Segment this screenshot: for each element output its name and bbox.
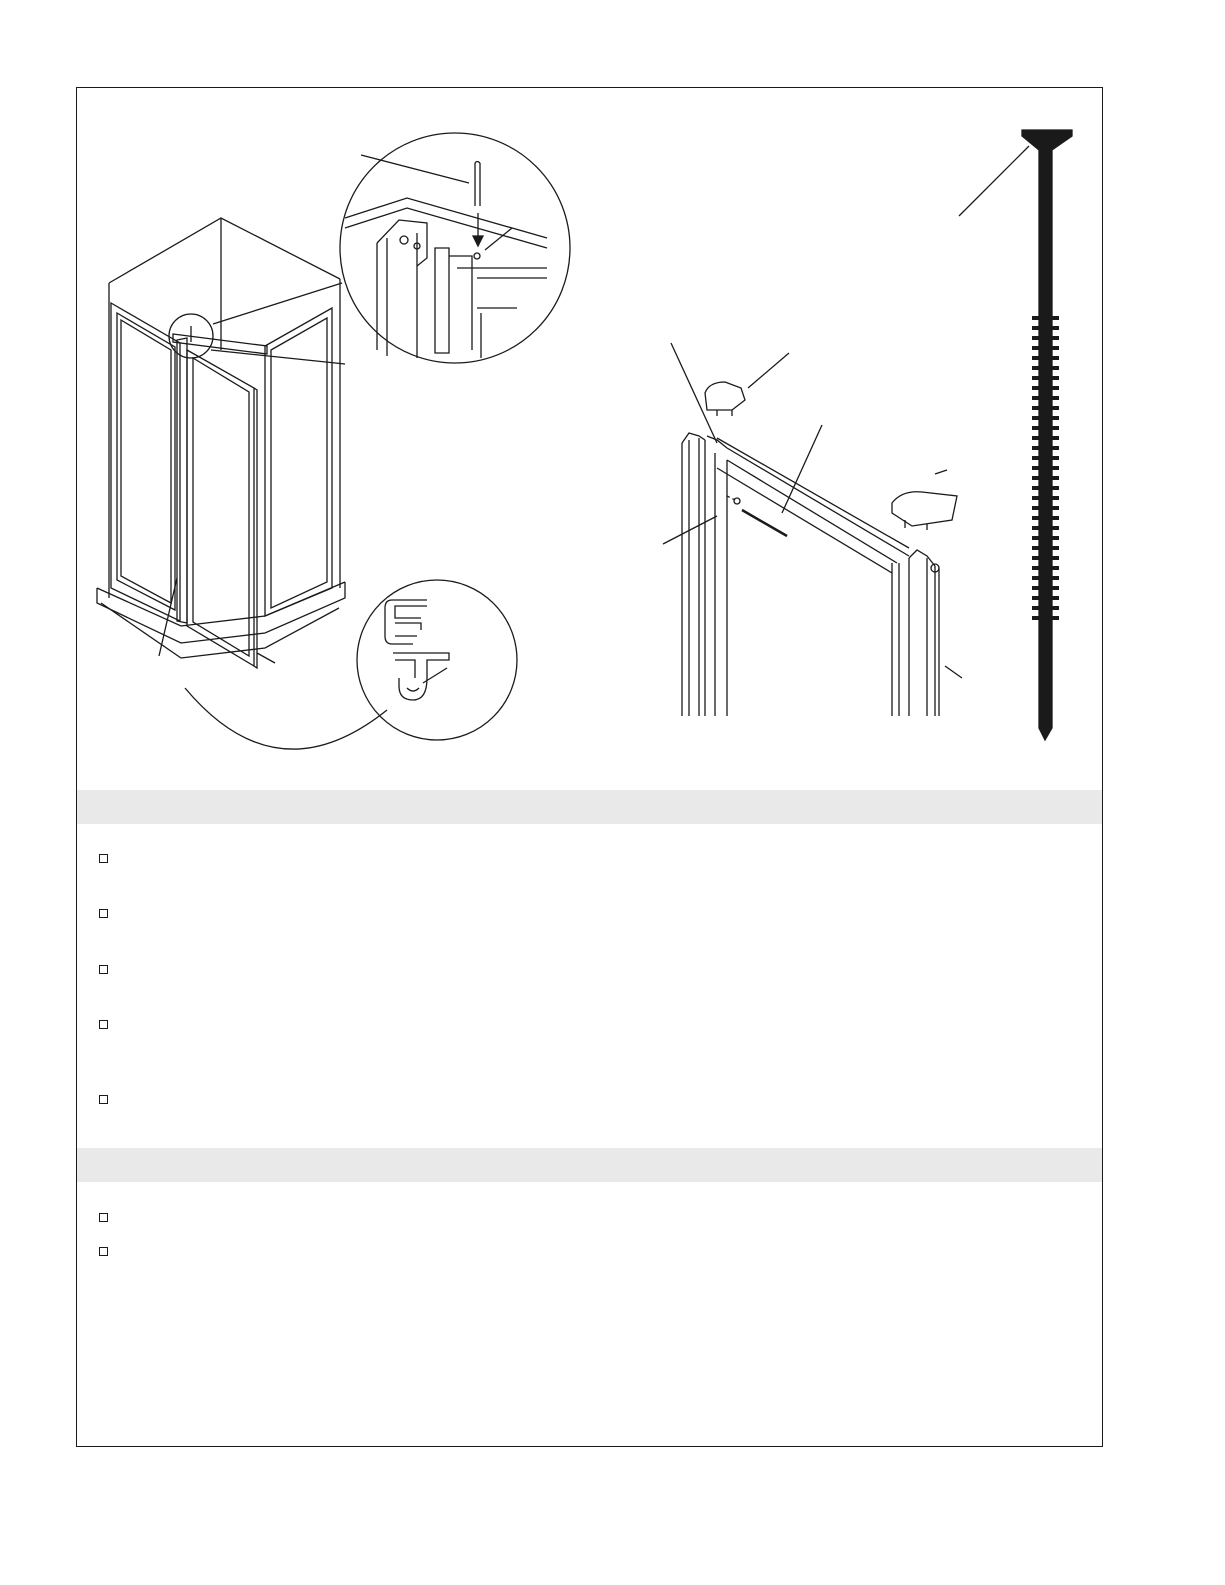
step-item xyxy=(99,1211,118,1222)
checkbox-icon[interactable] xyxy=(99,965,108,974)
checkbox-icon[interactable] xyxy=(99,1020,108,1029)
checkbox-icon[interactable] xyxy=(99,1247,108,1256)
page-frame xyxy=(76,87,1103,1447)
checkbox-icon[interactable] xyxy=(99,854,108,863)
section-header-1 xyxy=(77,790,1102,824)
step-item xyxy=(99,1018,118,1029)
checkbox-icon[interactable] xyxy=(99,909,108,918)
step-item xyxy=(99,963,118,974)
illustration-area xyxy=(77,88,1102,778)
step-item xyxy=(99,1093,118,1104)
hinge-detail-magnifier xyxy=(340,133,570,363)
step-item xyxy=(99,907,118,918)
checkbox-icon[interactable] xyxy=(99,1095,108,1104)
arrow-down-icon xyxy=(473,236,483,246)
screw-icon xyxy=(959,130,1072,740)
section-header-2 xyxy=(77,1148,1102,1182)
shower-enclosure-drawing xyxy=(97,218,387,749)
checkbox-icon[interactable] xyxy=(99,1213,108,1222)
step-item xyxy=(99,852,118,863)
seal-profile-magnifier xyxy=(357,580,517,740)
step-item xyxy=(99,1245,118,1256)
jamb-cap-drawing xyxy=(663,343,962,716)
